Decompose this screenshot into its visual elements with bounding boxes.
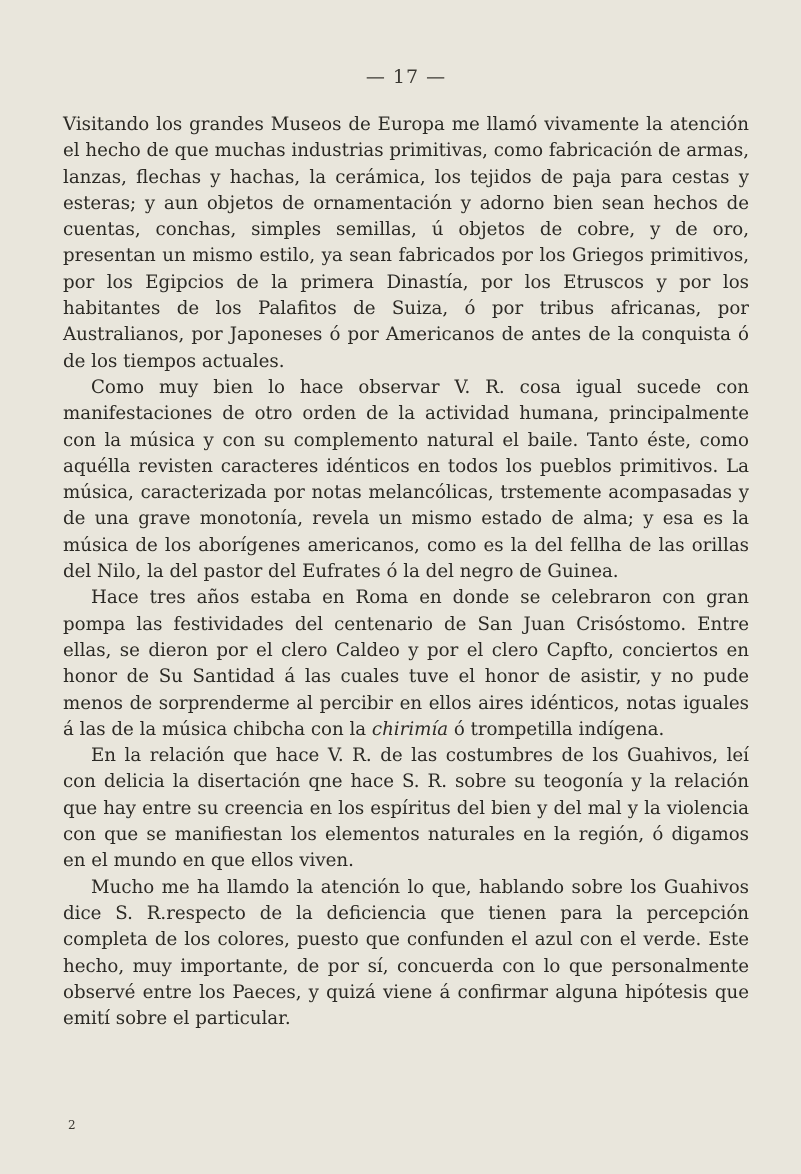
paragraph-guahivos: En la relación que hace V. R. de las costumbres de los Guahivos, leí con delicia la disertación qne hace S. R. sobre su teogonía y la relación que hay entre su creencia en los espíritus del bien y del mal y la violencia con que se manifiestan los elementos naturales en la región, ó digamos en el mundo en que ellos viven. [63,745,749,872]
paragraph-rome-ending: ó trompetilla indígena. [448,718,665,740]
paragraph-rome-text: Hace tres años estaba en Roma en donde se celebraron con gran pompa las festividades del centenario de San Juan Crisóstomo. Entre ellas, se dieron por el clero Caldeo y por el clero Capfto, conciertos en honor de Su Santidad á las cuales tuve el honor de asistir, y no pude menos de sorprenderme al percibir en ellos aires idénticos, notas iguales á las de la música chibcha con la [63,587,749,740]
italic-term: chirimía [371,718,449,740]
page-number: — 17 — [365,66,447,88]
paragraph-rome [63,585,749,743]
paragraph-museums: Visitando los grandes Museos de Europa me llamó vivamente la atención el hecho de que muchas industrias primitivas, como fabricación de armas, lanzas, flechas y hachas, la cerámica, los tejidos de paja para cestas y esteras; y aun objetos de ornamentación y adorno bien sean hechos de cuentas, conchas, simples semillas, ú objetos de cobre, y de oro, presentan un mismo estilo, ya sean fabricados por los Griegos primitivos, por los Egipcios de la primera Dinastía, por los Etruscos y por los habitantes de los Palafitos de Suiza, ó por tribus africanas, por Australianos, por Japoneses ó por Americanos de antes de la conquista ó de los tiempos actuales. [63,114,749,372]
paragraph-colors: Mucho me ha llamdo la atención lo que, hablando sobre los Guahivos dice S. R.respecto de la deficiencia que tienen para la percepción completa de los colores, puesto que confunden el azul con el verde. Este hecho, muy importante, de por sí, concuerda con lo que personalmente observé entre los Paeces, y quizá viene á confirmar alguna hipótesis que emití sobre el particular. [63,876,749,1030]
printer-signature-mark: 2 [68,1118,76,1132]
paragraph-music: Como muy bien lo hace observar V. R. cosa igual sucede con manifestaciones de otro orden de la actividad humana, principalmente con la música y con su complemento natural el baile. Tanto éste, como aquélla revisten caracteres idénticos en todos los pueblos primitivos. La música, caracterizada por notas melancólicas, trstemente acompasadas y de una grave monotonía, revela un mismo estado de alma; y esa es la música de los aborígenes americanos, como es la del fellha de las orillas del Nilo, la del pastor del Eufrates ó la del negro de Guinea. [63,376,749,583]
